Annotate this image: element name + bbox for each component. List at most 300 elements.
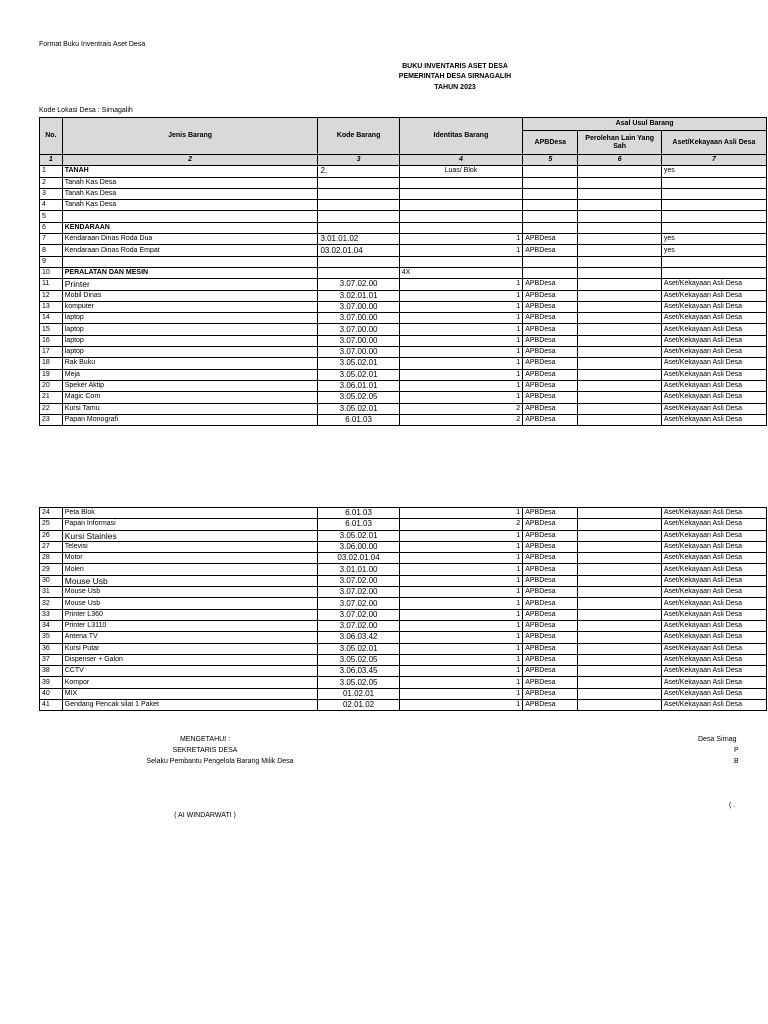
cell-kode: 6.01.03: [318, 508, 399, 519]
cell-no: 6: [40, 222, 63, 233]
cell-apbdesa: APBDesa: [523, 688, 578, 699]
cell-apbdesa: APBDesa: [523, 666, 578, 677]
cell-identitas: 1: [399, 620, 523, 631]
cell-apbdesa: APBDesa: [523, 575, 578, 586]
header-asal: Asal Usul Barang: [523, 118, 767, 131]
table-row: [40, 222, 767, 233]
cell-perolehan: [578, 380, 661, 391]
cell-aset: [661, 188, 766, 199]
cell-no: 37: [40, 654, 63, 665]
cell-identitas: 1: [399, 632, 523, 643]
cell-no: 21: [40, 392, 63, 403]
cell-aset: Aset/Kekayaan Asli Desa: [661, 403, 766, 414]
table-row: [40, 369, 767, 380]
cell-kode: 3.05.02.01: [318, 403, 399, 414]
cell-aset: Aset/Kekayaan Asli Desa: [661, 553, 766, 564]
cell-no: 8: [40, 245, 63, 256]
cell-no: 18: [40, 358, 63, 369]
cell-jenis: TANAH: [62, 166, 318, 177]
cell-aset: Aset/Kekayaan Asli Desa: [661, 508, 766, 519]
cell-kode: 3.05.02.01: [318, 643, 399, 654]
cell-identitas: 1: [399, 369, 523, 380]
cell-kode: 3.06.01.01: [318, 380, 399, 391]
signature-right-line2: P: [734, 747, 739, 754]
cell-jenis: Motor: [62, 553, 318, 564]
cell-perolehan: [578, 234, 661, 245]
table-row: [40, 677, 767, 688]
cell-apbdesa: APBDesa: [523, 347, 578, 358]
cell-apbdesa: APBDesa: [523, 369, 578, 380]
cell-no: 40: [40, 688, 63, 699]
table-row: [40, 256, 767, 267]
cell-jenis: Meja: [62, 369, 318, 380]
cell-kode: [318, 222, 399, 233]
cell-perolehan: [578, 358, 661, 369]
cell-aset: [661, 267, 766, 278]
cell-apbdesa: APBDesa: [523, 700, 578, 711]
cell-identitas: 1: [399, 347, 523, 358]
cell-perolehan: [578, 700, 661, 711]
cell-identitas: 1: [399, 654, 523, 665]
cell-perolehan: [578, 279, 661, 290]
cell-aset: Aset/Kekayaan Asli Desa: [661, 301, 766, 312]
cell-identitas: [399, 188, 523, 199]
cell-jenis: Rak Buku: [62, 358, 318, 369]
cell-aset: Aset/Kekayaan Asli Desa: [661, 335, 766, 346]
cell-identitas: 1: [399, 598, 523, 609]
cell-kode: 3.05.02.01: [318, 369, 399, 380]
cell-identitas: [399, 200, 523, 211]
cell-apbdesa: [523, 256, 578, 267]
cell-jenis: Printer L360: [62, 609, 318, 620]
table-row: [40, 200, 767, 211]
cell-no: 29: [40, 564, 63, 575]
cell-jenis: Tanah Kas Desa: [62, 200, 318, 211]
cell-perolehan: [578, 335, 661, 346]
cell-no: 3: [40, 188, 63, 199]
cell-no: 13: [40, 301, 63, 312]
cell-kode: 2.: [318, 166, 399, 177]
format-label: Format Buku Inventrais Aset Desa: [39, 41, 146, 48]
cell-identitas: [399, 222, 523, 233]
cell-kode: 3.07.02.00: [318, 575, 399, 586]
cell-identitas: 1: [399, 609, 523, 620]
cell-kode: [318, 188, 399, 199]
cell-perolehan: [578, 245, 661, 256]
cell-aset: Aset/Kekayaan Asli Desa: [661, 677, 766, 688]
cell-kode: 6.01.03: [318, 414, 399, 425]
cell-jenis: Gendang Pencak silat 1 Paket: [62, 700, 318, 711]
table-row: [40, 290, 767, 301]
cell-identitas: Luas/ Blok: [399, 166, 523, 177]
signature-heading: MENGETAHUI :: [179, 736, 231, 743]
cell-jenis: CCTV: [62, 666, 318, 677]
cell-no: 19: [40, 369, 63, 380]
cell-aset: Aset/Kekayaan Asli Desa: [661, 290, 766, 301]
cell-kode: 3.05.02.05: [318, 392, 399, 403]
cell-no: 26: [40, 530, 63, 541]
table-row: [40, 530, 767, 541]
cell-no: 31: [40, 587, 63, 598]
cell-aset: Aset/Kekayaan Asli Desa: [661, 519, 766, 530]
col-num: 5: [523, 155, 578, 166]
cell-jenis: Dispenser + Galon: [62, 654, 318, 665]
cell-jenis: Magic Com: [62, 392, 318, 403]
doc-title: BUKU INVENTARIS ASET DESA: [402, 63, 508, 70]
location-code: Kode Lokasi Desa : Sirnagalih: [39, 107, 133, 114]
cell-apbdesa: APBDesa: [523, 403, 578, 414]
cell-perolehan: [578, 688, 661, 699]
cell-no: 23: [40, 414, 63, 425]
signature-position: SEKRETARIS DESA: [172, 747, 238, 754]
cell-jenis: [62, 211, 318, 222]
doc-subtitle: PEMERINTAH DESA SIRNAGALIH: [398, 73, 512, 80]
cell-identitas: 1: [399, 234, 523, 245]
cell-perolehan: [578, 575, 661, 586]
table-row: [40, 245, 767, 256]
cell-no: 11: [40, 279, 63, 290]
cell-no: 7: [40, 234, 63, 245]
header-apbdesa: APBDesa: [523, 131, 578, 155]
cell-kode: 3.05.02.01: [318, 530, 399, 541]
cell-no: 9: [40, 256, 63, 267]
cell-identitas: 1: [399, 358, 523, 369]
cell-perolehan: [578, 643, 661, 654]
cell-kode: 3.07.00.00: [318, 347, 399, 358]
cell-apbdesa: APBDesa: [523, 508, 578, 519]
col-num: 1: [40, 155, 63, 166]
cell-perolehan: [578, 369, 661, 380]
cell-aset: Aset/Kekayaan Asli Desa: [661, 564, 766, 575]
cell-jenis: Kursi Tamu: [62, 403, 318, 414]
cell-aset: [661, 200, 766, 211]
cell-jenis: Tanah Kas Desa: [62, 188, 318, 199]
cell-perolehan: [578, 666, 661, 677]
table-row: [40, 609, 767, 620]
cell-perolehan: [578, 290, 661, 301]
table-row: [40, 166, 767, 177]
cell-identitas: 1: [399, 279, 523, 290]
header-no: No.: [40, 118, 63, 155]
cell-apbdesa: APBDesa: [523, 609, 578, 620]
cell-jenis: komputer: [62, 301, 318, 312]
signature-name: ( AI WINDARWATI ): [174, 812, 236, 819]
table-row: [40, 301, 767, 312]
cell-kode: [318, 200, 399, 211]
cell-identitas: 1: [399, 245, 523, 256]
cell-aset: Aset/Kekayaan Asli Desa: [661, 609, 766, 620]
cell-identitas: 1: [399, 688, 523, 699]
cell-apbdesa: [523, 166, 578, 177]
cell-jenis: KENDARAAN: [62, 222, 318, 233]
cell-perolehan: [578, 414, 661, 425]
cell-no: 14: [40, 313, 63, 324]
cell-apbdesa: [523, 222, 578, 233]
header-jenis: Jenis Barang: [62, 118, 318, 155]
cell-perolehan: [578, 324, 661, 335]
cell-apbdesa: [523, 188, 578, 199]
cell-no: 35: [40, 632, 63, 643]
table-row: [40, 575, 767, 586]
cell-identitas: 1: [399, 564, 523, 575]
table-row: [40, 211, 767, 222]
cell-kode: [318, 256, 399, 267]
signature-right-name: ( .: [729, 802, 736, 809]
cell-aset: [661, 256, 766, 267]
table-row: [40, 335, 767, 346]
cell-jenis: Mouse Usb: [62, 575, 318, 586]
cell-apbdesa: APBDesa: [523, 245, 578, 256]
table-row: [40, 358, 767, 369]
cell-aset: Aset/Kekayaan Asli Desa: [661, 414, 766, 425]
cell-perolehan: [578, 301, 661, 312]
cell-apbdesa: [523, 267, 578, 278]
cell-kode: 3.07.02.00: [318, 609, 399, 620]
cell-kode: [318, 211, 399, 222]
cell-jenis: [62, 256, 318, 267]
cell-jenis: Tanah Kas Desa: [62, 177, 318, 188]
cell-no: 28: [40, 553, 63, 564]
cell-apbdesa: APBDesa: [523, 358, 578, 369]
cell-identitas: 1: [399, 677, 523, 688]
cell-perolehan: [578, 177, 661, 188]
cell-identitas: 1: [399, 324, 523, 335]
cell-jenis: Mobil Dinas: [62, 290, 318, 301]
cell-apbdesa: APBDesa: [523, 620, 578, 631]
cell-kode: 3.07.02.00: [318, 587, 399, 598]
cell-no: 15: [40, 324, 63, 335]
cell-jenis: Kursi Stainles: [62, 530, 318, 541]
cell-jenis: Printer L3110: [62, 620, 318, 631]
cell-apbdesa: [523, 177, 578, 188]
cell-perolehan: [578, 598, 661, 609]
cell-jenis: laptop: [62, 313, 318, 324]
table-row: [40, 654, 767, 665]
cell-jenis: Printer: [62, 279, 318, 290]
cell-apbdesa: [523, 211, 578, 222]
cell-apbdesa: APBDesa: [523, 234, 578, 245]
cell-jenis: Mouse Usb: [62, 598, 318, 609]
cell-apbdesa: APBDesa: [523, 643, 578, 654]
cell-perolehan: [578, 403, 661, 414]
cell-no: 16: [40, 335, 63, 346]
cell-no: 27: [40, 541, 63, 552]
table-row: [40, 666, 767, 677]
cell-no: 10: [40, 267, 63, 278]
table-row: [40, 643, 767, 654]
cell-jenis: Kendaraan Dinas Roda Dua: [62, 234, 318, 245]
cell-identitas: [399, 256, 523, 267]
table-row: [40, 414, 767, 425]
cell-jenis: Papan Monografi: [62, 414, 318, 425]
cell-aset: Aset/Kekayaan Asli Desa: [661, 358, 766, 369]
table-row: [40, 564, 767, 575]
cell-jenis: laptop: [62, 347, 318, 358]
cell-kode: 3.07.00.00: [318, 335, 399, 346]
cell-no: 20: [40, 380, 63, 391]
cell-aset: Aset/Kekayaan Asli Desa: [661, 347, 766, 358]
cell-jenis: MIX: [62, 688, 318, 699]
cell-jenis: Speker Aktip: [62, 380, 318, 391]
cell-perolehan: [578, 222, 661, 233]
cell-aset: Aset/Kekayaan Asli Desa: [661, 688, 766, 699]
cell-perolehan: [578, 313, 661, 324]
signature-role: Selaku Pembantu Pengelola Barang Milik Desa: [146, 758, 294, 765]
cell-apbdesa: APBDesa: [523, 301, 578, 312]
cell-aset: yes: [661, 166, 766, 177]
cell-jenis: Peta Blok: [62, 508, 318, 519]
cell-identitas: 1: [399, 392, 523, 403]
cell-kode: 3.05.02.05: [318, 654, 399, 665]
cell-kode: 3.07.02.00: [318, 620, 399, 631]
cell-kode: [318, 177, 399, 188]
cell-apbdesa: APBDesa: [523, 598, 578, 609]
table-row: [40, 587, 767, 598]
cell-no: 1: [40, 166, 63, 177]
cell-no: 22: [40, 403, 63, 414]
cell-jenis: Kursi Putar: [62, 643, 318, 654]
cell-aset: yes: [661, 234, 766, 245]
cell-kode: 3.07.02.00: [318, 279, 399, 290]
cell-aset: Aset/Kekayaan Asli Desa: [661, 598, 766, 609]
table-row: [40, 392, 767, 403]
cell-aset: Aset/Kekayaan Asli Desa: [661, 700, 766, 711]
cell-kode: 3.07.02.00: [318, 598, 399, 609]
cell-identitas: 1: [399, 290, 523, 301]
cell-identitas: 1: [399, 301, 523, 312]
cell-aset: Aset/Kekayaan Asli Desa: [661, 587, 766, 598]
cell-aset: Aset/Kekayaan Asli Desa: [661, 324, 766, 335]
cell-kode: 01.02.01: [318, 688, 399, 699]
cell-aset: Aset/Kekayaan Asli Desa: [661, 575, 766, 586]
cell-kode: 02.01.02: [318, 700, 399, 711]
cell-perolehan: [578, 508, 661, 519]
table-row: [40, 541, 767, 552]
cell-perolehan: [578, 620, 661, 631]
cell-identitas: 1: [399, 666, 523, 677]
cell-jenis: Molen: [62, 564, 318, 575]
cell-kode: [318, 267, 399, 278]
cell-identitas: 1: [399, 575, 523, 586]
cell-identitas: 1: [399, 587, 523, 598]
cell-identitas: 2: [399, 403, 523, 414]
cell-kode: 3.01.01.02: [318, 234, 399, 245]
inventory-table-1: [39, 117, 767, 426]
col-num: 4: [399, 155, 523, 166]
cell-kode: 3.07.00.00: [318, 313, 399, 324]
cell-identitas: [399, 177, 523, 188]
cell-perolehan: [578, 347, 661, 358]
cell-kode: 3.02.01.01: [318, 290, 399, 301]
cell-perolehan: [578, 211, 661, 222]
cell-aset: Aset/Kekayaan Asli Desa: [661, 666, 766, 677]
cell-apbdesa: APBDesa: [523, 313, 578, 324]
cell-jenis: Antena TV: [62, 632, 318, 643]
cell-perolehan: [578, 541, 661, 552]
cell-identitas: 1: [399, 508, 523, 519]
cell-aset: [661, 222, 766, 233]
cell-aset: Aset/Kekayaan Asli Desa: [661, 380, 766, 391]
cell-kode: 6.01.03: [318, 519, 399, 530]
cell-identitas: 1: [399, 335, 523, 346]
cell-jenis: PERALATAN DAN MESIN: [62, 267, 318, 278]
table-row: [40, 688, 767, 699]
cell-aset: Aset/Kekayaan Asli Desa: [661, 654, 766, 665]
cell-no: 41: [40, 700, 63, 711]
cell-apbdesa: APBDesa: [523, 587, 578, 598]
cell-no: 5: [40, 211, 63, 222]
doc-year: TAHUN 2023: [434, 84, 476, 91]
cell-aset: Aset/Kekayaan Asli Desa: [661, 369, 766, 380]
table-row: [40, 177, 767, 188]
column-number-row: [40, 155, 767, 166]
cell-no: 39: [40, 677, 63, 688]
cell-jenis: Kendaraan Dinas Roda Empat: [62, 245, 318, 256]
cell-identitas: 1: [399, 380, 523, 391]
table-row: [40, 632, 767, 643]
cell-no: 12: [40, 290, 63, 301]
cell-aset: Aset/Kekayaan Asli Desa: [661, 313, 766, 324]
cell-no: 36: [40, 643, 63, 654]
cell-identitas: [399, 211, 523, 222]
cell-jenis: Kompor: [62, 677, 318, 688]
header-aset: Aset/Kekayaan Asli Desa: [661, 131, 766, 155]
table-row: [40, 313, 767, 324]
cell-no: 17: [40, 347, 63, 358]
cell-no: 32: [40, 598, 63, 609]
table-row: [40, 234, 767, 245]
cell-no: 25: [40, 519, 63, 530]
cell-apbdesa: APBDesa: [523, 541, 578, 552]
cell-perolehan: [578, 553, 661, 564]
cell-apbdesa: APBDesa: [523, 553, 578, 564]
cell-aset: [661, 177, 766, 188]
col-num: 6: [578, 155, 661, 166]
cell-no: 38: [40, 666, 63, 677]
cell-no: 2: [40, 177, 63, 188]
cell-jenis: Mouse Usb: [62, 587, 318, 598]
cell-perolehan: [578, 519, 661, 530]
cell-apbdesa: APBDesa: [523, 414, 578, 425]
cell-aset: Aset/Kekayaan Asli Desa: [661, 392, 766, 403]
table-row: [40, 620, 767, 631]
cell-aset: Aset/Kekayaan Asli Desa: [661, 643, 766, 654]
cell-perolehan: [578, 654, 661, 665]
cell-identitas: 4X: [399, 267, 523, 278]
cell-perolehan: [578, 609, 661, 620]
header-identitas: Identitas Barang: [399, 118, 523, 155]
cell-perolehan: [578, 564, 661, 575]
cell-no: 33: [40, 609, 63, 620]
cell-apbdesa: [523, 200, 578, 211]
col-num: 3: [318, 155, 399, 166]
cell-identitas: 1: [399, 541, 523, 552]
table-row: [40, 380, 767, 391]
signature-right-line3: B: [734, 758, 739, 765]
cell-no: 4: [40, 200, 63, 211]
cell-kode: 3.07.00.00: [318, 301, 399, 312]
cell-apbdesa: APBDesa: [523, 380, 578, 391]
cell-perolehan: [578, 392, 661, 403]
cell-identitas: 1: [399, 553, 523, 564]
cell-apbdesa: APBDesa: [523, 279, 578, 290]
cell-perolehan: [578, 267, 661, 278]
cell-kode: 3.06.03.42: [318, 632, 399, 643]
cell-perolehan: [578, 166, 661, 177]
cell-apbdesa: APBDesa: [523, 564, 578, 575]
cell-apbdesa: APBDesa: [523, 392, 578, 403]
cell-kode: 3.06.03.45: [318, 666, 399, 677]
